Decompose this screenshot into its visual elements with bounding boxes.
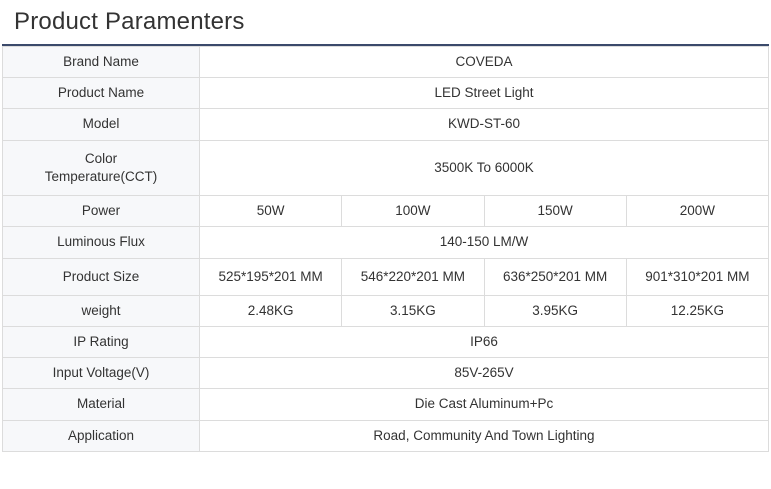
row-value-power-100w: 100W (342, 196, 484, 227)
row-value-power-200w: 200W (626, 196, 768, 227)
row-value-ip-rating: IP66 (200, 326, 769, 357)
table-row (3, 420, 769, 451)
row-value-product-size-2: 546*220*201 MM (342, 258, 484, 295)
row-label-product-name: Product Name (3, 78, 200, 109)
table-row (3, 326, 769, 357)
row-value-model: KWD-ST-60 (200, 109, 769, 140)
table-row (3, 389, 769, 420)
row-value-product-name: LED Street Light (200, 78, 769, 109)
row-value-product-size-3: 636*250*201 MM (484, 258, 626, 295)
row-label-material: Material (3, 389, 200, 420)
table-row (3, 258, 769, 295)
row-label-weight: weight (3, 295, 200, 326)
row-label-color-temperature-line2: Temperature(CCT) (44, 168, 158, 184)
row-value-power-50w: 50W (200, 196, 342, 227)
row-label-product-size: Product Size (3, 258, 200, 295)
row-label-color-temperature-line1: Color (84, 150, 118, 166)
table-row (3, 78, 769, 109)
table-row (3, 140, 769, 195)
row-label-input-voltage: Input Voltage(V) (3, 358, 200, 389)
row-value-weight-2: 3.15KG (342, 295, 484, 326)
row-value-power-150w: 150W (484, 196, 626, 227)
row-value-application: Road, Community And Town Lighting (200, 420, 769, 451)
row-value-weight-3: 3.95KG (484, 295, 626, 326)
table-row (3, 109, 769, 140)
page-title: Product Paramenters (14, 8, 245, 35)
table-row (3, 295, 769, 326)
row-label-luminous-flux: Luminous Flux (3, 227, 200, 258)
row-value-brand-name: COVEDA (200, 47, 769, 78)
row-value-product-size-4: 901*310*201 MM (626, 258, 768, 295)
row-value-product-size-1: 525*195*201 MM (200, 258, 342, 295)
row-label-brand-name: Brand Name (3, 47, 200, 78)
product-parameters-table (2, 46, 769, 452)
table-row (3, 358, 769, 389)
row-label-power: Power (3, 196, 200, 227)
table-row (3, 47, 769, 78)
row-value-weight-1: 2.48KG (200, 295, 342, 326)
row-value-material: Die Cast Aluminum+Pc (200, 389, 769, 420)
row-value-input-voltage: 85V-265V (200, 358, 769, 389)
row-label-application: Application (3, 420, 200, 451)
row-label-model: Model (3, 109, 200, 140)
table-row (3, 227, 769, 258)
row-label-color-temperature (3, 140, 200, 195)
row-value-weight-4: 12.25KG (626, 295, 768, 326)
row-value-luminous-flux: 140-150 LM/W (200, 227, 769, 258)
row-label-ip-rating: IP Rating (3, 326, 200, 357)
table-row (3, 196, 769, 227)
row-value-color-temperature: 3500K To 6000K (200, 140, 769, 195)
